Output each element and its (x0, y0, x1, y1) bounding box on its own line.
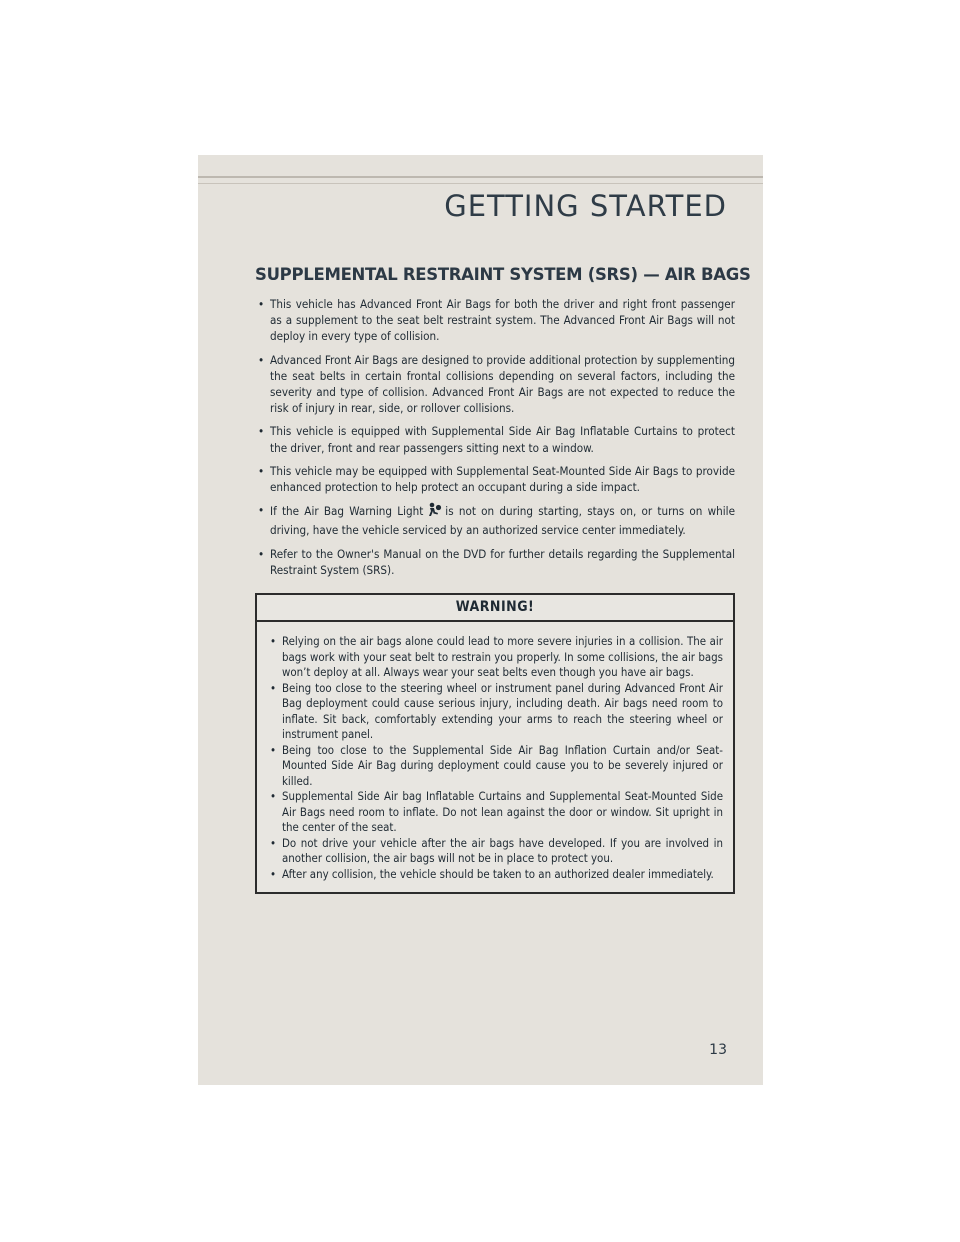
bullet-item: • This vehicle is equipped with Supplemental Side Air Bag Inflatable Curtains to protect the driver, front and rear passengers sitting next to a window. (255, 423, 735, 455)
bullet-text: If the Air Bag Warning Light (270, 504, 424, 519)
warning-item: • Supplemental Side Air bag Inflatable Curtains and Supplemental Seat-Mounted Side Air Bags need room to inflate. Do not lean against the door or window. Sit upright in the center of the seat. (267, 789, 723, 836)
warning-item: • Relying on the air bags alone could lead to more severe injuries in a collision. The air bags work with your seat belt to restrain you properly. In some collisions, the air bags won’t deploy at all. Always wear your seat belts even though you have air bags. (267, 634, 723, 681)
warning-item: • Being too close to the steering wheel or instrument panel during Advanced Front Air Bag deployment could cause serious injury, including death. Air bags need room to inflate. Sit back, comfortably extending your arms to reach the steering wheel or instrument panel. (267, 681, 723, 743)
page-content (255, 265, 751, 894)
header-rule-thin (198, 183, 763, 184)
bullet-item: • This vehicle has Advanced Front Air Bags for both the driver and right front passenger as a supplement to the seat belt restraint system. The Advanced Front Air Bags will not deploy in every type of collision. (255, 296, 735, 345)
airbag-warning-light-icon (426, 502, 442, 522)
page-heading: SUPPLEMENTAL RESTRAINT SYSTEM (SRS) — AIR BAGS (255, 265, 751, 284)
manual-page (198, 155, 763, 1085)
bullet-text: is not on during starting, stays on, or turns on while driving, have the vehicle serviced by an authorized service center immediately. (270, 504, 735, 538)
bullet-item: • Refer to the Owner's Manual on the DVD for further details regarding the Supplemental Restraint System (SRS). (255, 546, 735, 578)
bullet-item: • Advanced Front Air Bags are designed to provide additional protection by supplementing the seat belts in certain frontal collisions depending on several factors, including the severity and type of collision. Advanced Front Air Bags are not expected to reduce the risk of injury in rear, side, or rollover collisions. (255, 352, 735, 417)
warning-list (257, 622, 733, 892)
bullet-item (255, 502, 735, 538)
page-number: 13 (709, 1042, 727, 1058)
header-rule (198, 176, 763, 178)
bullet-item: • This vehicle may be equipped with Supplemental Seat-Mounted Side Air Bags to provide enhanced protection to help protect an occupant during a side impact. (255, 463, 735, 495)
warning-item: • After any collision, the vehicle should be taken to an authorized dealer immediately. (267, 867, 723, 883)
warning-item: • Being too close to the Supplemental Side Air Bag Inflation Curtain and/or Seat-Mounted Side Air Bag during deployment could cause you to be severely injured or killed. (267, 743, 723, 790)
warning-box (255, 593, 735, 894)
section-title: GETTING STARTED (444, 189, 727, 223)
airbag-bullet-list (255, 296, 735, 578)
warning-item: • Do not drive your vehicle after the air bags have developed. If you are involved in another collision, the air bags will not be in place to protect you. (267, 836, 723, 867)
warning-title: WARNING! (257, 595, 733, 622)
